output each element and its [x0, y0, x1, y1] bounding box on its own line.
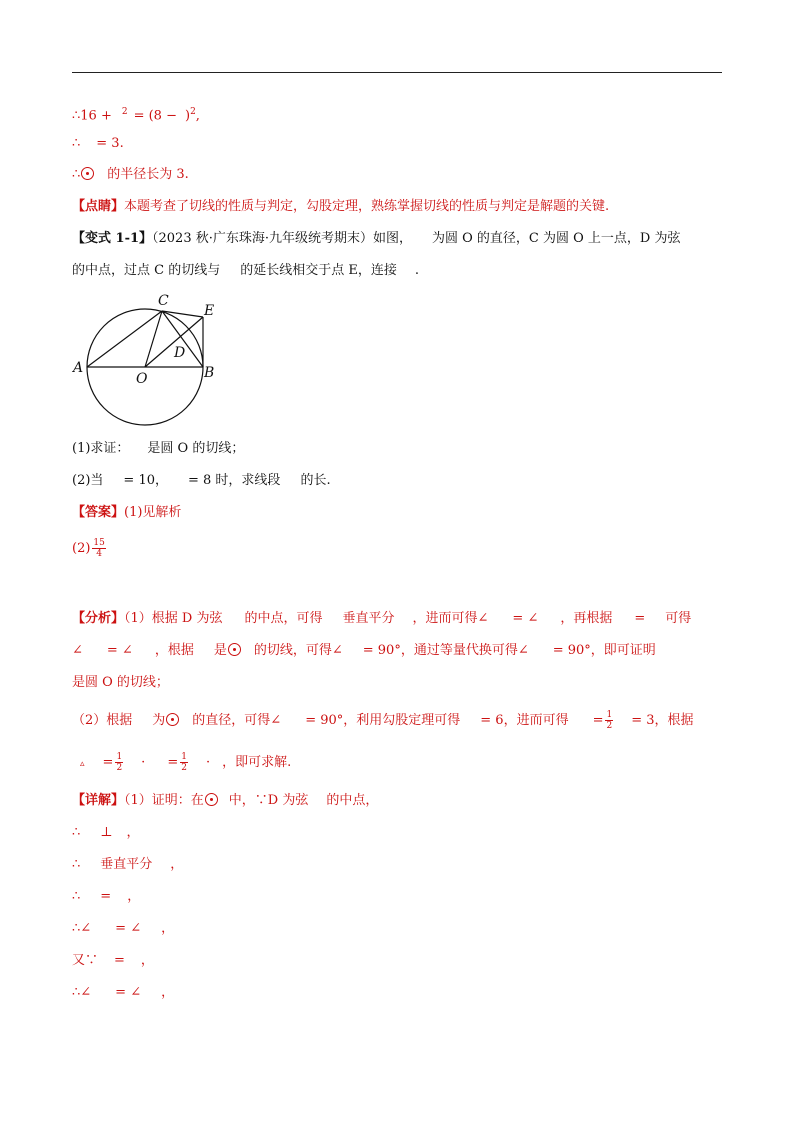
text: 又∵ — [72, 953, 99, 968]
text: 是 — [213, 643, 227, 658]
text: 2 — [121, 107, 128, 117]
label-c: C — [158, 293, 169, 309]
text: ，即可求解. — [222, 755, 292, 770]
text: = — [102, 755, 114, 770]
circle-dot-icon — [81, 167, 94, 180]
segment-oc — [145, 311, 162, 367]
text: = ∠ — [106, 643, 133, 658]
text: ， — [126, 825, 140, 840]
text: ，再根据 — [560, 611, 613, 626]
analysis-line-1 — [72, 610, 691, 628]
section-tag: 【答案】 — [72, 505, 125, 520]
question-2 — [72, 472, 331, 490]
section-tag: 【详解】 — [72, 793, 125, 808]
solution-line-3 — [72, 856, 183, 874]
text: = ∠ — [115, 921, 142, 936]
text: ，进而可得∠ — [412, 611, 489, 626]
text: 垂直平分 — [100, 857, 153, 872]
text: (2)当 — [72, 473, 104, 488]
text: ∴ — [72, 136, 81, 151]
text: ∴ — [72, 825, 81, 840]
text: （1）根据 D 为弦 — [124, 611, 223, 626]
text: = — [100, 889, 112, 904]
text: = — [167, 755, 179, 770]
text: 的延长线相交于点 E，连接 — [240, 263, 397, 278]
answer-line-2 — [72, 538, 108, 559]
text: 的中点，过点 C 的切线与 — [72, 263, 221, 278]
text: 的半径长为 3. — [107, 167, 189, 182]
solution-line-2 — [72, 824, 140, 842]
text: = — [592, 713, 604, 728]
solution-line-6 — [72, 952, 154, 970]
text: ∠ — [72, 643, 83, 658]
answer-line-1 — [72, 504, 181, 522]
text: 的长. — [300, 473, 331, 488]
text: ∴ — [72, 889, 81, 904]
text: = ∠ — [115, 985, 142, 1000]
text: = — [634, 611, 646, 626]
text: 垂直平分 — [342, 611, 395, 626]
text: 2 — [606, 721, 613, 731]
text: = 8 时，求线段 — [188, 473, 281, 488]
text: · — [141, 755, 146, 770]
text: = (8 − — [133, 108, 177, 124]
text: 2 — [116, 763, 123, 773]
text: ∴ — [72, 857, 81, 872]
text: ∴∠ — [72, 921, 92, 936]
text: ， — [140, 953, 154, 968]
equation-line-1: ∴16 + $^2 = (8 - )^2$, — [72, 107, 200, 124]
solution-line-7 — [72, 984, 174, 1002]
text: 的切线，可得∠ — [253, 643, 343, 658]
text: 中，∵D 为弦 — [228, 793, 309, 808]
analysis-line-3 — [72, 674, 169, 692]
text: 2 — [190, 107, 196, 117]
analysis-line-5 — [72, 752, 291, 773]
text: ⊥ — [100, 825, 113, 840]
text: ∴16 + — [72, 108, 112, 124]
circle-dot-icon — [228, 643, 241, 656]
text: 1 — [606, 710, 613, 720]
text: ， — [170, 857, 184, 872]
text: = ∠ — [512, 611, 539, 626]
text: = — [114, 953, 125, 968]
label-a: A — [73, 360, 84, 376]
text: 15 — [93, 538, 105, 548]
text: = 3，根据 — [631, 713, 694, 728]
text: = 10， — [123, 473, 168, 488]
problem-line-1 — [72, 230, 680, 248]
text: · — [205, 755, 211, 770]
geometry-figure — [70, 288, 230, 428]
text: (2) — [72, 541, 91, 556]
text: . — [414, 263, 419, 278]
text: ， — [127, 889, 141, 904]
text: ， — [161, 921, 175, 936]
text: 的中点，可得 — [244, 611, 323, 626]
header-rule — [72, 72, 722, 73]
text: 为 — [152, 713, 166, 728]
text: 1 — [116, 752, 123, 762]
text: , — [195, 108, 200, 124]
circle-dot-icon — [205, 793, 218, 806]
text: 的直径，可得∠ — [192, 713, 282, 728]
text: （1）证明：在 — [124, 793, 204, 808]
analysis-line-2 — [72, 642, 656, 660]
text: = 90°，通过等量代换可得∠ — [362, 643, 529, 658]
section-tag: 【分析】 — [72, 611, 125, 626]
section-tag: 【变式 1-1】 — [72, 231, 153, 246]
circle-dot-icon — [166, 713, 179, 726]
text: = 3. — [96, 136, 124, 151]
fraction — [605, 710, 613, 731]
problem-line-2 — [72, 262, 419, 280]
label-o: O — [136, 371, 148, 387]
text: 4 — [96, 549, 103, 559]
equation-line-3 — [72, 166, 189, 184]
solution-line-5 — [72, 920, 174, 938]
solution-line-4 — [72, 888, 140, 906]
section-tag: 【点睛】 — [72, 199, 125, 214]
text: 本题考查了切线的性质与判定，勾股定理，熟练掌握切线的性质与判定是解题的关键. — [124, 199, 610, 214]
text: ， — [161, 985, 175, 1000]
text: 是圆 O 的切线； — [72, 675, 169, 690]
question-1 — [72, 440, 244, 458]
equation-line-2 — [72, 135, 124, 153]
text: 为圆 O 的直径，C 为圆 O 上一点，D 为弦 — [432, 231, 681, 246]
label-d: D — [174, 345, 186, 361]
text: （2023 秋·广东珠海·九年级统考期末）如图， — [152, 231, 412, 246]
text: = 90°，利用勾股定理可得 — [305, 713, 461, 728]
text: ∴ — [72, 167, 81, 182]
text: 的中点， — [326, 793, 379, 808]
analysis-line-4 — [72, 710, 694, 731]
label-b: B — [204, 365, 215, 381]
text: ∴∠ — [72, 985, 92, 1000]
text: ，根据 — [154, 643, 194, 658]
dianjing-line — [72, 198, 609, 216]
text: (1)见解析 — [124, 505, 182, 520]
solution-line-1 — [72, 792, 378, 810]
text: = 6，进而可得 — [480, 713, 569, 728]
text: 是圆 O 的切线； — [147, 441, 245, 456]
segment-ac — [87, 311, 162, 367]
text: 可得 — [665, 611, 692, 626]
text: 1 — [181, 752, 187, 762]
fraction — [92, 538, 105, 559]
text: = 90°，即可证明 — [552, 643, 656, 658]
label-e: E — [204, 303, 215, 319]
fraction — [115, 752, 123, 773]
triangle-icon: ▵ — [80, 759, 85, 769]
text: 2 — [181, 763, 187, 773]
text: （2）根据 — [72, 713, 133, 728]
text: (1)求证： — [72, 441, 130, 456]
fraction — [180, 752, 188, 773]
